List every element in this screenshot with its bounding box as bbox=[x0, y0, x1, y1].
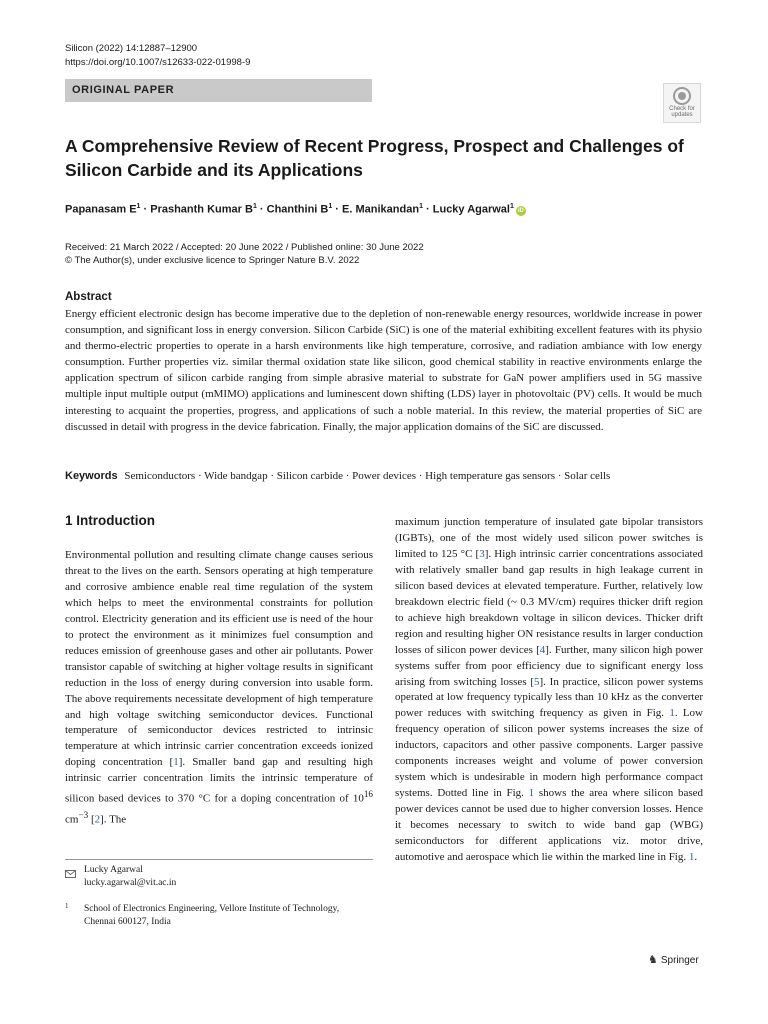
check-for-updates-badge[interactable] bbox=[663, 83, 701, 123]
author-name: Prashanth Kumar B bbox=[150, 203, 253, 216]
citation-link[interactable]: 1 bbox=[173, 756, 179, 769]
intro-left-column bbox=[65, 548, 373, 829]
citation-link[interactable]: 2 bbox=[94, 813, 101, 826]
journal-citation: Silicon (2022) 14:12887–12900 bbox=[65, 43, 198, 54]
affiliation-text: School of Electronics Engineering, Vellore Institute of Technology, Chennai 600127, India bbox=[84, 904, 340, 927]
footnote-divider bbox=[65, 859, 373, 860]
figure-link[interactable]: 1 bbox=[528, 787, 535, 800]
author-separator: · bbox=[332, 203, 343, 216]
keywords bbox=[65, 469, 705, 484]
superscript: −3 bbox=[78, 809, 89, 820]
citation-link[interactable]: 3 bbox=[479, 547, 485, 560]
doi-link[interactable]: https://doi.org/10.1007/s12633-022-01998-9 bbox=[65, 57, 251, 68]
publisher-logo bbox=[648, 953, 699, 966]
body-text: [ bbox=[88, 813, 95, 826]
author-separator: · bbox=[422, 203, 433, 216]
citation-link[interactable]: 5 bbox=[534, 675, 540, 688]
body-text: Environmental pollution and resulting climate change causes serious threat to the lives on the earth. Sensors operating at high temperature and corrosive ambience enable real time regulation of the system which helps to meet the environmental constraints for pollution control. Electricity generation and its efficient use is need of the hour to protect the environment as it minimizes fuel consumption and reduces emission of greenhouse gases and other air pollutants. Power transistor capable of switching at higher voltage results in significant reduction in the loss of energy during conversion into usable form. The above requirements necessitate development of high temperature and high voltage switching semiconductor devices. Functional temperature of semiconductor devices restricted to intrinsic temperature at which intrinsic carrier concentration exceeds ionized doping concentration [ bbox=[65, 549, 373, 769]
article-type-banner: ORIGINAL PAPER bbox=[65, 79, 372, 102]
superscript: 16 bbox=[363, 789, 373, 800]
paper-title: A Comprehensive Review of Recent Progress, Prospect and Challenges of Silicon Carbide and its Applications bbox=[65, 136, 684, 180]
journal-meta bbox=[65, 42, 250, 70]
body-text: . bbox=[694, 851, 698, 864]
section-heading-introduction: 1 Introduction bbox=[65, 513, 155, 528]
author-affil: 1 bbox=[419, 203, 423, 210]
author-affil: 1 bbox=[328, 203, 333, 210]
body-text: maximum junction temperature of insulated gate bipolar transistors (IGBTs), one of the most widely used silicon power switches is limited to 125 °C [ bbox=[395, 516, 703, 560]
author-separator: · bbox=[256, 203, 267, 216]
body-text: ]. The bbox=[100, 813, 127, 826]
author-affil: 1 bbox=[252, 203, 257, 210]
body-text: ]. Smaller band gap and resulting high intrinsic carrier concentration limits the intrinsic temperature of silicon based devices to 370 °C for a doping concentration of 10 bbox=[65, 756, 373, 805]
keywords-text: Semiconductors · Wide bandgap · Silicon carbide · Power devices · High temperature gas sensors · Solar cells bbox=[124, 470, 611, 482]
body-text: ]. Further, many silicon high power systems suffer from poor efficiency due to significant energy loss arising from switching losses [ bbox=[395, 643, 703, 688]
author-name: Lucky Agarwal bbox=[432, 203, 510, 216]
abstract-text: Energy efficient electronic design has become imperative due to the depletion of non-renewable energy resources, worldwide increase in power consumption, and significant loss in energy conversion. Silicon Carbide (SiC) is one of the material exhibiting excellent features with its physio and thermo-electric properties to operate in a harsh environments like high temperature, corrosive, and radiation ambiance with low energy consumption. Further properties viz. similar thermal oxidation state like silicon, good chemical stability in reactive environments enlarge the application spectrum of silicon carbide ranging from simple abrasive material to substrate for GaN power amplifiers used in 5G massive multiple input multiple output (mMIMO) applications and luminescent down shifting (LDS) layer in photovoltaic (PV) cells. It would be much interesting to acquaint the properties, progress, and applications of such a noble material. In this review, the material properties of SiC are discussed in detail with progress in the device fabrication. Finally, the major application domains of the SiC are discussed. bbox=[65, 308, 702, 433]
intro-right-column bbox=[395, 515, 703, 866]
abstract-heading: Abstract bbox=[65, 291, 112, 303]
springer-horse-icon: ♞ bbox=[648, 954, 658, 966]
corresponding-author bbox=[84, 864, 176, 890]
body-text: shows the area where silicon based power devices cannot be used due to higher conversion losses. Hence it becomes necessary to switch to wide band gap (WBG) semiconductors for different applications viz. motor drive, automotive and aerospace which lie within the marked line in Fig. bbox=[395, 787, 703, 864]
copyright-line: © The Author(s), under exclusive licence to Springer Nature B.V. 2022 bbox=[65, 255, 360, 266]
crossmark-icon bbox=[673, 87, 691, 105]
author-name: Papanasam E bbox=[65, 203, 137, 216]
corresponding-email[interactable]: lucky.agarwal@vit.ac.in bbox=[84, 878, 177, 888]
author-affil: 1 bbox=[509, 203, 514, 210]
envelope-icon bbox=[65, 865, 79, 883]
publication-dates bbox=[65, 241, 424, 267]
orcid-icon[interactable]: iD bbox=[517, 207, 524, 214]
author-affil: 1 bbox=[136, 203, 141, 210]
body-text: . Low frequency operation of silicon power systems increases the size of inductors, capacitors and other passive components. Larger passive components increases weight and volume of power conversion system which is undesirable in modern high performance compact systems. Dotted line in Fig. bbox=[395, 707, 704, 800]
author-list bbox=[65, 203, 526, 216]
citation-link[interactable]: 4 bbox=[539, 643, 546, 656]
author-separator: · bbox=[140, 203, 151, 216]
body-text: cm bbox=[65, 813, 79, 826]
affiliation-number: 1 bbox=[65, 902, 69, 910]
figure-link[interactable]: 1 bbox=[688, 851, 695, 864]
corresponding-name: Lucky Agarwal bbox=[84, 865, 143, 875]
body-text: ]. In practice, silicon power systems operated at low frequency typically less than 10 kHz as the converter power reduces with switching frequency as given in Fig. bbox=[395, 675, 703, 720]
publisher-name: Springer bbox=[660, 955, 699, 966]
figure-link[interactable]: 1 bbox=[669, 707, 675, 720]
author-name: Chanthini B bbox=[266, 203, 329, 216]
dates-line: Received: 21 March 2022 / Accepted: 20 June 2022 / Published online: 30 June 2022 bbox=[65, 242, 424, 253]
body-text: ]. High intrinsic carrier concentrations associated with relatively smaller band gap results in high leakage current in silicon based devices at elevated temperature. Further, relatively low breakdown electric field (~ 0.3 MV/cm) requires thicker drift region to achieve high breakdown voltage in silicon devices. Thicker drift region and resulting higher ON resistance results in larger conduction losses of silicon power devices [ bbox=[395, 547, 703, 656]
keywords-label: Keywords bbox=[65, 470, 118, 482]
author-name: E. Manikandan bbox=[342, 203, 420, 216]
check-badge-line1: Check for bbox=[669, 106, 695, 112]
check-badge-line2: updates bbox=[671, 112, 693, 118]
